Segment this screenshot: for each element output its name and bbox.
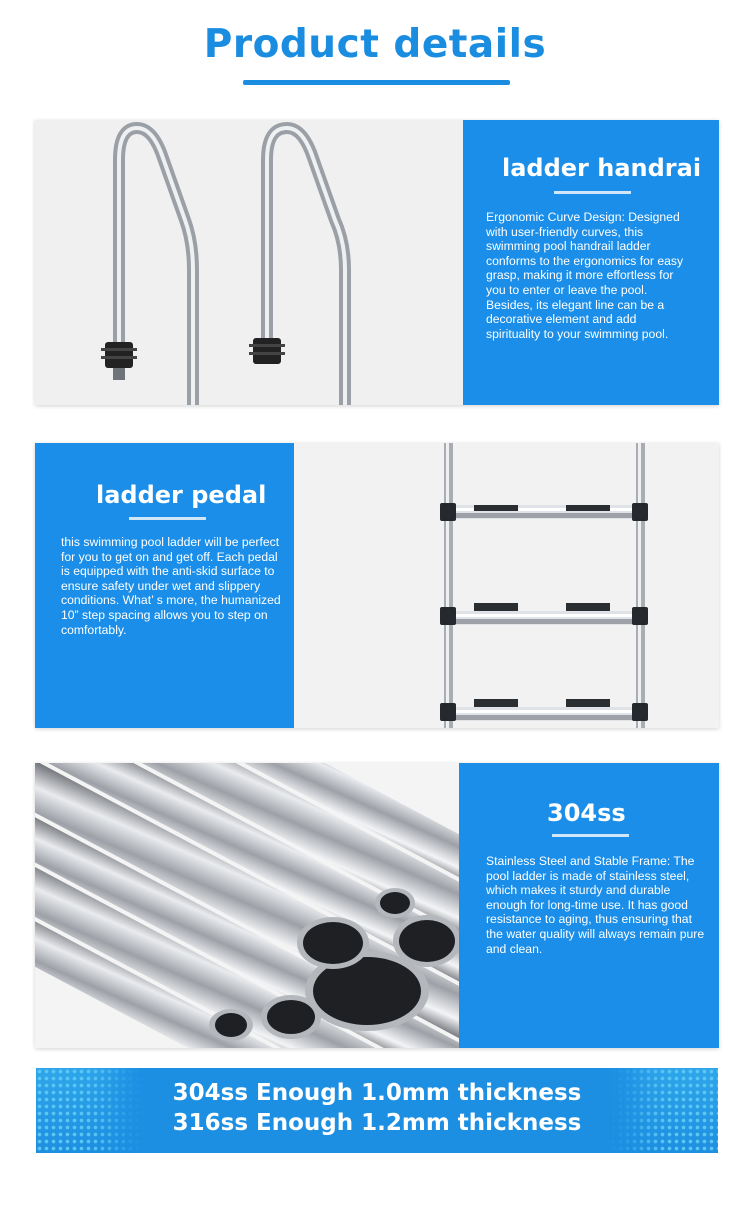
pedal-heading: ladder pedal [96,481,267,509]
pedal-description: this swimming pool ladder will be perfect for you to get on and get off. Each pedal is equipped with the anti-skid surface to ensure safety under wet and slippery conditions. What’ s more, the humanized 10” step spacing allows you to step on comfortably. [61,535,281,637]
banner-line-316ss: 316ss Enough 1.2mm thickness [172,1110,582,1136]
pedal-info-panel [35,443,294,728]
handrail-heading: ladder handrai [502,154,702,182]
steel-info-panel [459,763,719,1048]
steel-heading: 304ss [547,799,626,827]
section-pedal [35,443,719,728]
handrail-info-panel [463,120,719,405]
thickness-banner [36,1068,718,1153]
pedal-image [294,443,719,728]
title-underline [243,80,510,85]
handrail-description: Ergonomic Curve Design: Designed with user-friendly curves, this swimming pool handrail ladder conforms to the ergonomics for easy grasp, making it more effortless for you to enter or leave the pool. Besides, its elegant line can be a decorative element and add spirituality to your swimming pool. [486,210,684,341]
pedal-heading-underline [129,517,206,520]
banner-line-304ss: 304ss Enough 1.0mm thickness [172,1080,582,1106]
section-handrail [35,120,719,405]
steel-heading-underline [552,834,629,837]
section-304ss [35,763,719,1048]
steel-tubes-image [35,763,459,1048]
handrail-heading-underline [554,191,631,194]
steel-description: Stainless Steel and Stable Frame: The pool ladder is made of stainless steel, which makes it sturdy and durable enough for long-time use. It has good resistance to aging, thus ensuring that the water quality will always remain pure and clean. [486,854,705,956]
page-title: Product details [203,22,547,67]
handrail-image [35,120,463,405]
